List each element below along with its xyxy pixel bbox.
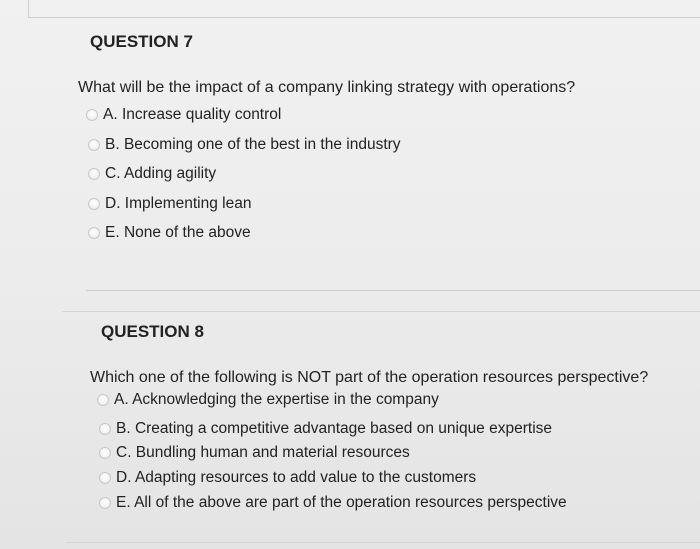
radio-button[interactable] — [97, 394, 109, 406]
question-8-option-d[interactable] — [99, 469, 476, 487]
option-label: C. Bundling human and material resources — [116, 444, 410, 461]
radio-button[interactable] — [99, 472, 111, 484]
radio-button[interactable] — [99, 497, 111, 509]
radio-button[interactable] — [88, 198, 100, 210]
radio-button[interactable] — [99, 447, 111, 459]
option-label: E. None of the above — [105, 224, 251, 241]
radio-button[interactable] — [88, 139, 100, 151]
option-label: B. Creating a competitive advantage based on unique expertise — [116, 420, 553, 437]
section-divider — [62, 311, 700, 312]
radio-button[interactable] — [88, 227, 100, 239]
question-8-option-b[interactable] — [99, 420, 552, 438]
radio-button[interactable] — [86, 109, 98, 121]
option-label: D. Implementing lean — [105, 195, 252, 212]
question-8-option-a[interactable] — [97, 391, 439, 409]
question-7-option-b[interactable] — [88, 136, 401, 154]
radio-button[interactable] — [99, 423, 111, 435]
question-7-option-e[interactable] — [88, 224, 251, 242]
question-8-text: Which one of the following is NOT part of the operation resources perspective? — [90, 369, 649, 386]
option-label: A. Increase quality control — [103, 106, 282, 123]
option-label: D. Adapting resources to add value to the customers — [116, 469, 477, 486]
question-7-option-a[interactable] — [86, 106, 281, 124]
radio-button[interactable] — [88, 168, 100, 180]
section-divider — [86, 290, 700, 291]
option-label: C. Adding agility — [105, 165, 217, 182]
option-label: A. Acknowledging the expertise in the company — [114, 391, 439, 408]
question-8-option-c[interactable] — [99, 444, 410, 462]
bottom-divider — [66, 542, 700, 543]
question-8-title: QUESTION 8 — [101, 322, 204, 341]
question-7-title: QUESTION 7 — [90, 32, 193, 51]
question-7-text: What will be the impact of a company linking strategy with operations? — [78, 79, 576, 96]
option-label: E. All of the above are part of the operation resources perspective — [116, 494, 567, 511]
question-7-option-d[interactable] — [88, 195, 251, 213]
question-7-option-c[interactable] — [88, 165, 216, 183]
question-8-option-e[interactable] — [99, 494, 567, 512]
top-panel-border — [28, 0, 700, 18]
option-label: B. Becoming one of the best in the industry — [105, 136, 401, 153]
